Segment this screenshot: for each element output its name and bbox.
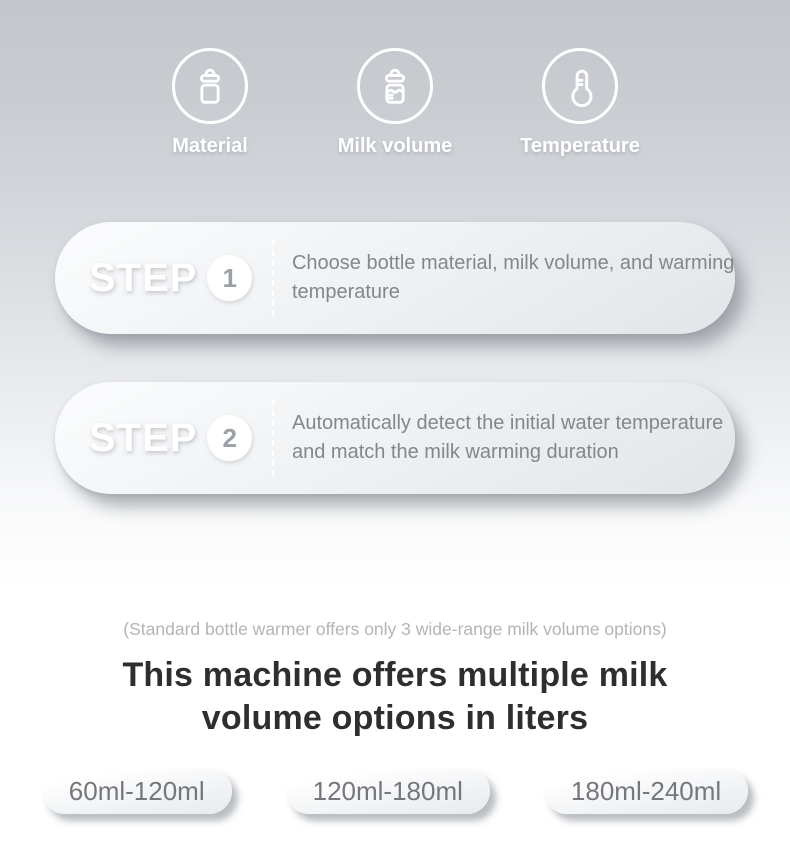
step-1-capsule	[55, 222, 735, 334]
page-title-line-1: This machine offers multiple milk	[122, 656, 668, 694]
step-2-number-badge: 2	[207, 415, 252, 461]
volume-option-180-240: 180ml-240ml	[544, 768, 748, 814]
feature-material	[135, 48, 285, 158]
step-1-description: Choose bottle material, milk volume, and warming temperature	[291, 252, 735, 303]
feature-milk-volume	[320, 48, 470, 158]
step-2-description: Automatically detect the initial water temperature and match the milk warming duration	[291, 412, 724, 463]
step-1-dashed-divider	[272, 240, 274, 316]
volume-option-60-120: 60ml-120ml	[42, 768, 232, 814]
volume-option-120-180: 120ml-180ml	[286, 768, 490, 814]
step-2-dashed-divider	[272, 400, 274, 476]
step-2-label: STEP	[89, 415, 198, 460]
baby-bottle-icon	[172, 48, 248, 124]
feature-icons-row	[0, 0, 790, 158]
page-title-line-2: volume options in liters	[201, 699, 589, 737]
step-1-label: STEP	[89, 255, 198, 300]
feature-label-milk-volume: Milk volume	[337, 135, 453, 157]
feature-temperature	[505, 48, 655, 158]
thermometer-icon	[542, 48, 618, 124]
step-2-capsule	[55, 382, 735, 494]
feature-label-temperature: Temperature	[520, 135, 640, 157]
page-title	[0, 654, 790, 740]
volume-options-row	[0, 768, 790, 814]
milk-volume-bottle-icon	[357, 48, 433, 124]
standard-warmer-note: (Standard bottle warmer offers only 3 wide-range milk volume options)	[123, 619, 667, 639]
feature-label-material: Material	[172, 135, 248, 157]
step-1-number-badge: 1	[207, 255, 252, 301]
